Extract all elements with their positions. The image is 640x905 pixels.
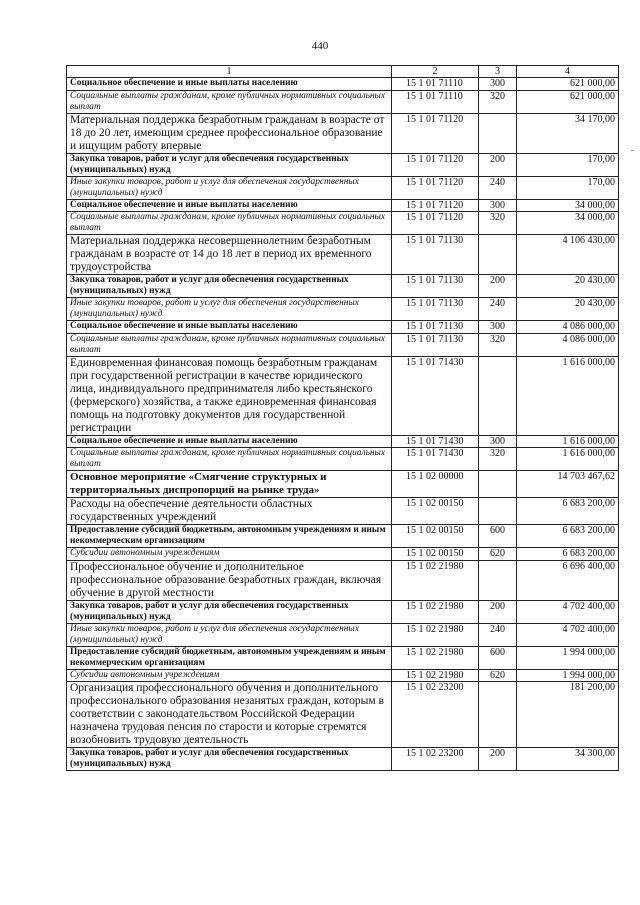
row-name: Иные закупки товаров, работ и услуг для обеспечения государственных (муниципальных) нужд [67, 176, 392, 199]
header-col-1: 1 [67, 66, 392, 78]
row-code: 15 1 02 00150 [392, 525, 479, 548]
table-row [67, 600, 619, 623]
row-amount: 6 683 200,00 [517, 498, 619, 525]
row-name: Социальное обеспечение и иные выплаты населению [67, 321, 392, 334]
row-code: 15 1 01 71120 [392, 176, 479, 199]
row-code: 15 1 01 71120 [392, 113, 479, 153]
row-expense-type [479, 498, 517, 525]
row-expense-type [479, 113, 517, 153]
row-amount: 1 616 000,00 [517, 356, 619, 435]
row-expense-type: 620 [479, 548, 517, 561]
row-amount: 4 702 400,00 [517, 623, 619, 646]
table-row [67, 153, 619, 176]
row-amount: 621 000,00 [517, 78, 619, 91]
table-row [67, 669, 619, 682]
row-amount: 34 300,00 [517, 748, 619, 771]
row-name: Социальные выплаты гражданам, кроме публичных нормативных социальных выплат [67, 333, 392, 356]
row-amount: 4 086 000,00 [517, 333, 619, 356]
table-row [67, 623, 619, 646]
row-expense-type: 200 [479, 153, 517, 176]
row-name: Иные закупки товаров, работ и услуг для обеспечения государственных (муниципальных) нужд [67, 298, 392, 321]
header-col-4: 4 [517, 66, 619, 78]
row-name: Социальные выплаты гражданам, кроме публичных нормативных социальных выплат [67, 90, 392, 113]
header-col-3: 3 [479, 66, 517, 78]
row-amount: 6 683 200,00 [517, 548, 619, 561]
table-row [67, 90, 619, 113]
row-code: 15 1 02 21980 [392, 560, 479, 600]
row-expense-type [479, 471, 517, 498]
row-amount: 6 696 400,00 [517, 560, 619, 600]
table-row [67, 448, 619, 471]
row-amount: 181 200,00 [517, 682, 619, 748]
row-amount: 34 000,00 [517, 212, 619, 235]
row-expense-type: 320 [479, 448, 517, 471]
row-code: 15 1 02 00150 [392, 498, 479, 525]
row-expense-type: 300 [479, 435, 517, 448]
row-amount: 1 616 000,00 [517, 448, 619, 471]
row-name: Закупка товаров, работ и услуг для обеспечения государственных (муниципальных) нужд [67, 153, 392, 176]
row-name: Единовременная финансовая помощь безработным гражданам при государственной регистрации в качестве юридического лица, индивидуального предпринимателя либо крестьянского (фермерского) хозяйства, а также единовременная финансовая помощь на подготовку документов для государственной регистрации [67, 356, 392, 435]
row-amount: 20 430,00 [517, 275, 619, 298]
row-name: Материальная поддержка несовершеннолетним безработным гражданам в возрасте от 14 до 18 лет в период их временного трудоустройства [67, 235, 392, 275]
row-name: Социальные выплаты гражданам, кроме публичных нормативных социальных выплат [67, 212, 392, 235]
row-amount: 34 170,00 [517, 113, 619, 153]
row-code: 15 1 01 71130 [392, 298, 479, 321]
row-code: 15 1 01 71130 [392, 275, 479, 298]
row-amount: 34 000,00 [517, 199, 619, 212]
row-name: Иные закупки товаров, работ и услуг для обеспечения государственных (муниципальных) нужд [67, 623, 392, 646]
row-expense-type: 200 [479, 748, 517, 771]
table-row [67, 321, 619, 334]
row-expense-type: 320 [479, 90, 517, 113]
row-amount: 170,00 [517, 176, 619, 199]
table-row [67, 748, 619, 771]
row-name: Предоставление субсидий бюджетным, автономным учреждениям и иным некоммерческим организациям [67, 525, 392, 548]
table-row [67, 78, 619, 91]
table-row [67, 176, 619, 199]
row-name: Закупка товаров, работ и услуг для обеспечения государственных (муниципальных) нужд [67, 748, 392, 771]
row-code: 15 1 02 21980 [392, 646, 479, 669]
table-row [67, 548, 619, 561]
row-expense-type: 600 [479, 646, 517, 669]
row-expense-type: 320 [479, 333, 517, 356]
row-name: Закупка товаров, работ и услуг для обеспечения государственных (муниципальных) нужд [67, 600, 392, 623]
row-amount: 1 616 000,00 [517, 435, 619, 448]
row-code: 15 1 01 71130 [392, 333, 479, 356]
row-expense-type: 240 [479, 298, 517, 321]
row-name: Субсидии автономным учреждениям [67, 669, 392, 682]
table-row [67, 356, 619, 435]
row-name: Основное мероприятие «Смягчение структурных и территориальных диспропорций на рынке труда» [67, 471, 392, 498]
row-code: 15 1 01 71430 [392, 435, 479, 448]
budget-table [66, 65, 619, 771]
row-name: Субсидии автономным учреждениям [67, 548, 392, 561]
row-name: Расходы на обеспечение деятельности областных государственных учреждений [67, 498, 392, 525]
row-name: Материальная поддержка безработным гражданам в возрасте от 18 до 20 лет, имеющим среднее профессиональное образование и ищущим работу впервые [67, 113, 392, 153]
row-amount: 20 430,00 [517, 298, 619, 321]
row-name: Социальное обеспечение и иные выплаты населению [67, 435, 392, 448]
budget-table-container [66, 65, 618, 771]
table-row [67, 682, 619, 748]
row-code: 15 1 02 21980 [392, 669, 479, 682]
table-row [67, 212, 619, 235]
header-col-2: 2 [392, 66, 479, 78]
row-code: 15 1 01 71120 [392, 153, 479, 176]
row-code: 15 1 02 00150 [392, 548, 479, 561]
row-expense-type: 300 [479, 78, 517, 91]
table-header-row [67, 66, 619, 78]
scan-edge-mark [631, 150, 634, 151]
row-amount: 14 703 467,62 [517, 471, 619, 498]
row-expense-type [479, 682, 517, 748]
row-code: 15 1 01 71110 [392, 78, 479, 91]
row-expense-type [479, 560, 517, 600]
row-amount: 4 106 430,00 [517, 235, 619, 275]
row-expense-type: 240 [479, 623, 517, 646]
row-name: Организация профессионального обучения и дополнительного профессионального образования незанятых граждан, которым в соответствии с законодательством Российской Федерации назначена трудовая пенсия по старости и которые стремятся возобновить трудовую деятельность [67, 682, 392, 748]
row-amount: 1 994 000,00 [517, 646, 619, 669]
row-amount: 4 702 400,00 [517, 600, 619, 623]
row-code: 15 1 02 00000 [392, 471, 479, 498]
row-code: 15 1 01 71110 [392, 90, 479, 113]
row-name: Социальное обеспечение и иные выплаты населению [67, 78, 392, 91]
table-row [67, 199, 619, 212]
row-amount: 621 000,00 [517, 90, 619, 113]
row-code: 15 1 01 71430 [392, 356, 479, 435]
table-row [67, 560, 619, 600]
row-expense-type: 300 [479, 321, 517, 334]
row-amount: 4 086 000,00 [517, 321, 619, 334]
row-name: Социальные выплаты гражданам, кроме публичных нормативных социальных выплат [67, 448, 392, 471]
row-name: Профессиональное обучение и дополнительное профессиональное образование безработных граждан, включая обучение в другой местности [67, 560, 392, 600]
row-code: 15 1 02 21980 [392, 600, 479, 623]
row-expense-type: 200 [479, 600, 517, 623]
table-row [67, 235, 619, 275]
row-expense-type: 300 [479, 199, 517, 212]
page-number: 440 [311, 40, 329, 52]
row-expense-type [479, 356, 517, 435]
row-code: 15 1 01 71120 [392, 212, 479, 235]
row-code: 15 1 02 21980 [392, 623, 479, 646]
row-expense-type [479, 235, 517, 275]
row-amount: 170,00 [517, 153, 619, 176]
table-row [67, 471, 619, 498]
row-name: Социальное обеспечение и иные выплаты населению [67, 199, 392, 212]
row-code: 15 1 01 71430 [392, 448, 479, 471]
table-row [67, 298, 619, 321]
row-code: 15 1 01 71130 [392, 235, 479, 275]
row-expense-type: 620 [479, 669, 517, 682]
row-expense-type: 320 [479, 212, 517, 235]
table-row [67, 113, 619, 153]
row-name: Закупка товаров, работ и услуг для обеспечения государственных (муниципальных) нужд [67, 275, 392, 298]
row-code: 15 1 02 23200 [392, 748, 479, 771]
table-row [67, 646, 619, 669]
table-row [67, 275, 619, 298]
row-amount: 1 994 000,00 [517, 669, 619, 682]
row-code: 15 1 01 71130 [392, 321, 479, 334]
table-row [67, 525, 619, 548]
row-expense-type: 600 [479, 525, 517, 548]
row-code: 15 1 02 23200 [392, 682, 479, 748]
row-expense-type: 240 [479, 176, 517, 199]
table-row [67, 435, 619, 448]
table-row [67, 498, 619, 525]
table-row [67, 333, 619, 356]
row-amount: 6 683 200,00 [517, 525, 619, 548]
row-code: 15 1 01 71120 [392, 199, 479, 212]
row-expense-type: 200 [479, 275, 517, 298]
row-name: Предоставление субсидий бюджетным, автономным учреждениям и иным некоммерческим организациям [67, 646, 392, 669]
